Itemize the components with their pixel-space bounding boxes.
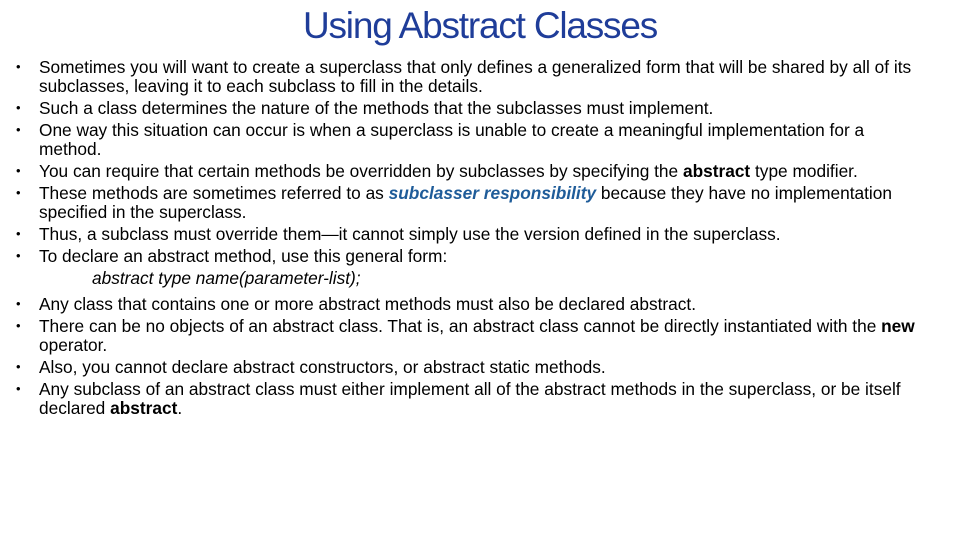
bullet-icon: •: [16, 248, 21, 264]
bullet-item: • There can be no objects of an abstract class. That is, an abstract class cannot be directly instantiated with the new operator.: [16, 315, 915, 355]
bullet-item: • Any subclass of an abstract class must either implement all of the abstract methods in the superclass, or be itself declared abstract.: [16, 379, 901, 418]
bullet-item: • You can require that certain methods be overridden by subclasses by specifying the abstract type modifier.: [16, 161, 858, 182]
bullet-icon: •: [16, 99, 21, 115]
keyword-new: new: [881, 315, 915, 336]
bullet-item: • Such a class determines the nature of the methods that the subclasses must implement.: [16, 97, 714, 118]
bullet-icon: •: [16, 226, 21, 242]
bullet-item: • One way this situation can occur is when a superclass is unable to create a meaningful implementation for a method.: [16, 120, 865, 159]
bullet-icon: •: [16, 59, 21, 74]
bullet-item: • Any class that contains one or more abstract methods must also be declared abstract.: [16, 293, 697, 314]
bullet-item: • These methods are sometimes referred to as subclasser responsibility because they have no implementation specified in the superclass.: [16, 183, 892, 222]
bullet-icon: •: [16, 358, 21, 374]
keyword-abstract: abstract: [110, 397, 178, 418]
bullet-icon: •: [16, 295, 21, 311]
bullet-list: [16, 58, 916, 417]
bullet-item: • Sometimes you will want to create a superclass that only defines a generalized form that will be shared by all of its subclasses, leaving it to each subclass to fill in the details.: [16, 57, 912, 96]
emphasis-term: subclasser responsibility: [388, 183, 597, 204]
bullet-item: • To declare an abstract method, use this general form:: [16, 246, 448, 267]
bullet-item: • Thus, a subclass must override them—it cannot simply use the version defined in the superclass.: [16, 224, 781, 245]
keyword-abstract: abstract: [682, 161, 751, 182]
bullet-icon: •: [16, 122, 21, 138]
bullet-icon: •: [16, 185, 21, 201]
code-example: abstract type name(parameter-list);: [92, 268, 361, 289]
bullet-icon: •: [16, 317, 21, 333]
slide-title: Using Abstract Classes: [302, 5, 658, 46]
bullet-item: • Also, you cannot declare abstract constructors, or abstract static methods.: [16, 356, 606, 377]
bullet-icon: •: [16, 381, 21, 397]
bullet-icon: •: [16, 163, 21, 179]
